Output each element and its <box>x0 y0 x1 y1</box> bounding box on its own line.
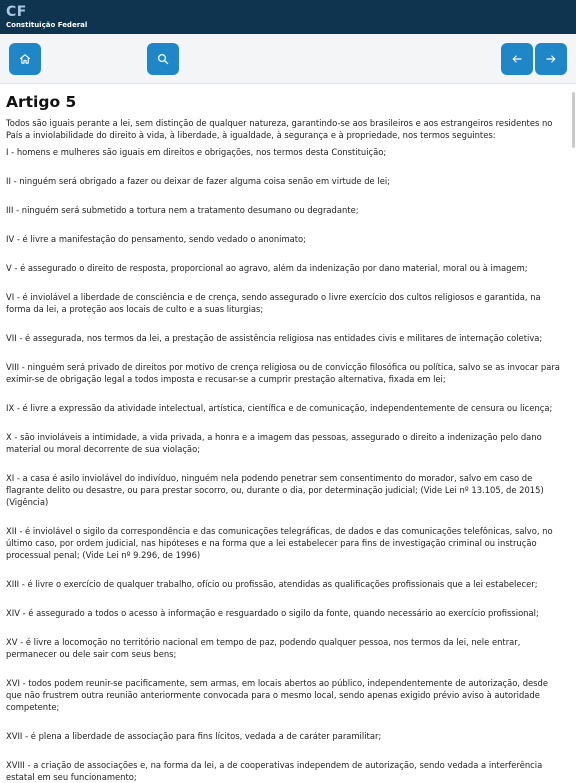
article-paragraph: II - ninguém será obrigado a fazer ou deixar de fazer alguma coisa senão em virtude de lei; <box>6 176 390 186</box>
search-icon <box>157 53 169 65</box>
arrow-right-icon <box>545 53 557 65</box>
article-paragraph: XVII - é plena a liberdade de associação para fins lícitos, vedada a de caráter paramilitar; <box>6 731 382 741</box>
article-items <box>6 146 566 783</box>
article-paragraph: XIII - é livre o exercício de qualquer trabalho, ofício ou profissão, atendidas as qualificações profissionais que a lei estabelecer; <box>6 579 538 589</box>
search-button[interactable] <box>147 43 179 75</box>
article-paragraph: XI - a casa é asilo inviolável do indivíduo, ninguém nela podendo penetrar sem consentimento do morador, salvo em caso de flagrante delito ou desastre, ou para prestar socorro, ou, durante o dia, por determinação judicial; (Vide Lei nº 13.105, de 2015) (Vigência) <box>6 473 544 507</box>
article-title: Artigo 5 <box>6 93 77 111</box>
article-paragraph: III - ninguém será submetido a tortura nem a tratamento desumano ou degradante; <box>6 205 359 215</box>
next-article-button[interactable] <box>535 43 567 75</box>
toolbar <box>0 34 576 84</box>
scrollbar-thumb[interactable] <box>572 92 575 148</box>
article-paragraph: XII - é inviolável o sigilo da correspondência e das comunicações telegráficas, de dados e das comunicações telefônicas, salvo, no último caso, por ordem judicial, nas hipóteses e na forma que a lei estabelecer para fins de investigação criminal ou instrução processual penal; (Vide Lei nº 9.296, de 1996) <box>6 526 553 560</box>
article-paragraph: IX - é livre a expressão da atividade intelectual, artística, científica e de comunicação, independentemente de censura ou licença; <box>6 403 553 413</box>
article-paragraph: XIV - é assegurado a todos o acesso à informação e resguardado o sigilo da fonte, quando necessário ao exercício profissional; <box>6 608 539 618</box>
article-paragraph: VII - é assegurada, nos termos da lei, a prestação de assistência religiosa nas entidades civis e militares de internação coletiva; <box>6 333 543 343</box>
article-paragraph: XVIII - a criação de associações e, na forma da lei, a de cooperativas independem de autorização, sendo vedada a interferência estatal em seu funcionamento; <box>6 760 543 782</box>
article-content[interactable] <box>0 84 572 782</box>
previous-article-button[interactable] <box>501 43 533 75</box>
article-caput: Todos são iguais perante a lei, sem distinção de qualquer natureza, garantindo-se aos brasileiros e aos estrangeiros residentes no País a inviolabilidade do direito à vida, à liberdade, à igualdade, à segurança e à propriedade, nos termos seguintes: <box>6 118 553 140</box>
article-paragraph: XVI - todos podem reunir-se pacificamente, sem armas, em locais abertos ao público, independentemente de autorização, desde que não frustrem outra reunião anteriormente convocada para o mesmo local, sendo apenas exigido prévio aviso à autoridade competente; <box>6 678 548 712</box>
article-paragraph: VIII - ninguém será privado de direitos por motivo de crença religiosa ou de convicção filosófica ou política, salvo se as invocar para eximir-se de obrigação legal a todos imposta e recusar-se a cumprir prestação alternativa, fixada em lei; <box>6 362 560 384</box>
app-name: Constituição Federal <box>6 21 88 29</box>
home-button[interactable] <box>9 43 41 75</box>
article-paragraph: VI - é inviolável a liberdade de consciência e de crença, sendo assegurado o livre exercício dos cultos religiosos e garantida, na forma da lei, a proteção aos locais de culto e a suas liturgias; <box>6 292 541 314</box>
article-paragraph: XV - é livre a locomoção no território nacional em tempo de paz, podendo qualquer pessoa, nos termos da lei, nele entrar, permanecer ou dele sair com seus bens; <box>6 637 521 659</box>
article-paragraph: X - são invioláveis a intimidade, a vida privada, a honra e a imagem das pessoas, assegurado o direito a indenização pelo dano material ou moral decorrente de sua violação; <box>6 432 542 454</box>
app-header <box>0 0 576 34</box>
app-abbreviation: CF <box>6 4 27 20</box>
article-paragraph: I - homens e mulheres são iguais em direitos e obrigações, nos termos desta Constituição; <box>6 147 387 157</box>
arrow-left-icon <box>511 53 523 65</box>
home-icon <box>19 53 31 65</box>
article-paragraph: IV - é livre a manifestação do pensamento, sendo vedado o anonimato; <box>6 234 306 244</box>
article-paragraph: V - é assegurado o direito de resposta, proporcional ao agravo, além da indenização por dano material, moral ou à imagem; <box>6 263 528 273</box>
